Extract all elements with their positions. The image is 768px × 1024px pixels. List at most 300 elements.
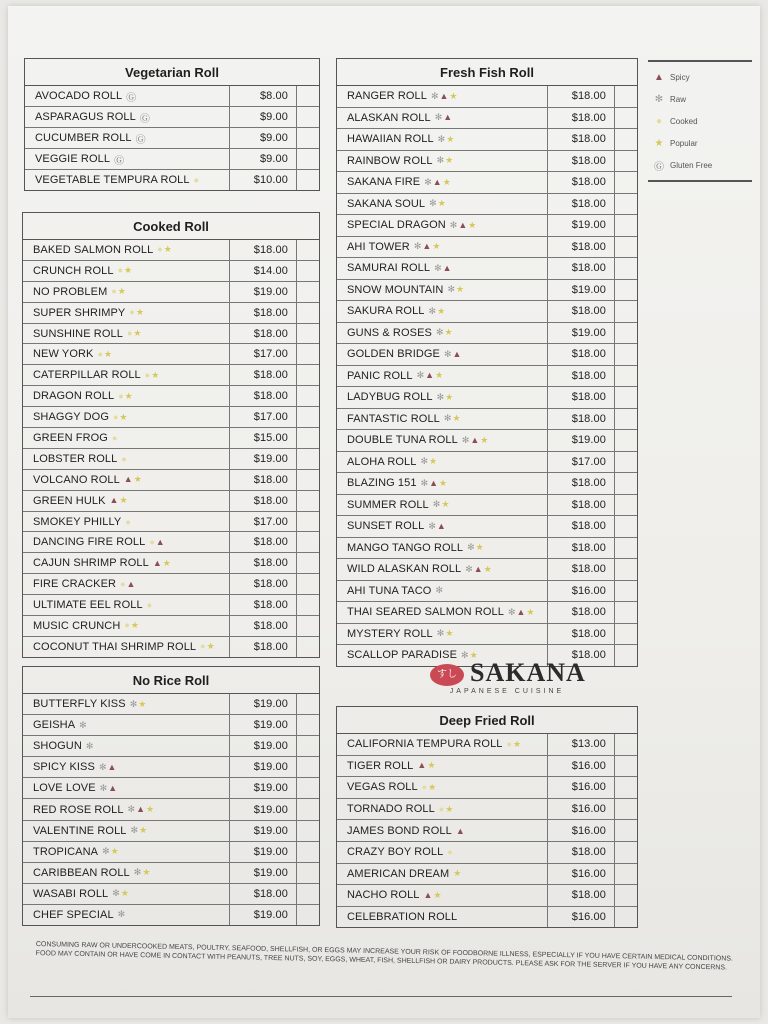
menu-item-icons [507,739,523,750]
menu-item-name [23,324,230,344]
menu-item-icons [130,699,148,710]
menu-item-icons [417,370,445,381]
menu-item-name-text: CHEF SPECIAL [33,908,114,921]
raw-icon: ✻ [654,93,664,105]
vegetarian-roll-section [24,58,320,191]
price-spacer [615,323,637,344]
raw-icon: ✻ [98,761,108,772]
price-spacer [297,905,319,925]
menu-item-icons [421,478,449,489]
cooked-icon: ● [193,175,201,185]
raw-icon: ✻ [102,846,111,857]
spicy-icon: ▲ [473,563,484,574]
menu-item-name [337,194,548,215]
menu-item-icons [145,370,161,381]
menu-item-icons [86,741,95,752]
menu-item-name-text: GREEN HULK [33,494,106,507]
menu-item-icons [134,867,152,878]
menu-item-name-text: SMOKEY PHILLY [33,515,122,528]
menu-item-name [23,616,230,636]
menu-item-name [337,409,548,430]
spicy-icon: ▲ [126,579,137,590]
menu-item-name [337,366,548,387]
raw-icon: ✻ [416,370,426,381]
menu-item-price: $18.00 [230,884,297,904]
price-spacer [615,734,637,755]
menu-item-name-text: CELEBRATION ROLL [347,911,458,924]
menu-item-name [23,905,230,925]
menu-item-icons [113,412,129,423]
cooked-icon: ● [117,265,124,276]
menu-item-price: $18.00 [548,516,615,537]
menu-item-name-text: GREEN FROG [33,431,108,444]
popular-icon: ★ [453,868,463,879]
menu-item-icons [433,499,451,510]
price-spacer [297,86,319,106]
spicy-icon: ▲ [443,112,454,123]
menu-item-icons [124,474,143,485]
raw-icon: ✻ [99,782,109,793]
menu-item-row [23,532,319,553]
menu-item-icons [112,888,130,899]
popular-icon: ★ [120,888,130,899]
price-spacer [615,756,637,777]
price-spacer [615,624,637,645]
menu-item-name-text: SPECIAL DRAGON [347,219,446,232]
menu-item-row [23,574,319,595]
menu-item-name [23,449,230,469]
spicy-icon: ▲ [107,761,118,772]
menu-item-price: $18.00 [230,386,297,406]
menu-item-name-text: PANIC ROLL [347,369,413,382]
price-spacer [297,616,319,636]
spicy-icon: ▲ [429,477,440,488]
menu-item-name-text: DRAGON ROLL [33,390,115,403]
menu-item-name-text: LADYBUG ROLL [347,391,433,404]
popular-icon: ★ [428,781,438,792]
fresh-fish-roll-section [336,58,638,667]
popular-icon: ★ [468,219,478,230]
menu-item-price: $18.00 [548,885,615,906]
popular-icon: ★ [469,649,479,660]
menu-item-row [337,495,637,517]
menu-item-row [337,409,637,431]
price-spacer [297,532,319,552]
raw-icon: ✻ [428,520,437,531]
menu-item-row [23,778,319,799]
menu-item-name-text: RED ROSE ROLL [33,803,124,816]
cooked-icon: ● [149,537,156,548]
menu-item-icons [424,177,452,188]
menu-item-price: $14.00 [230,261,297,281]
menu-item-price: $16.00 [548,864,615,885]
price-spacer [615,366,637,387]
price-spacer [297,149,319,169]
menu-item-name-text: SHOGUN [33,740,82,753]
price-spacer [297,386,319,406]
menu-item-price: $8.00 [230,86,297,106]
menu-item-icons [149,537,165,547]
menu-item-row [337,559,637,581]
raw-icon: ✻ [437,133,447,144]
menu-item-name [23,261,230,281]
menu-item-price: $16.00 [548,777,615,798]
price-spacer [297,128,319,148]
menu-item-row [337,86,637,108]
price-spacer [297,863,319,883]
menu-item-price: $16.00 [548,907,615,928]
menu-item-name [337,452,548,473]
popular-icon: ★ [445,803,455,814]
menu-item-name-text: TROPICANA [33,845,99,858]
menu-item-name-text: DANCING FIRE ROLL [33,536,146,549]
price-spacer [615,473,637,494]
menu-item-icons [444,413,462,424]
raw-icon: ✻ [79,719,88,730]
menu-item-icons [447,284,465,295]
menu-item-row [25,149,319,170]
menu-item-price: $18.00 [230,532,297,552]
raw-icon: ✻ [130,825,140,836]
menu-item-price: $19.00 [230,799,297,819]
menu-item-price: $18.00 [230,470,297,490]
raw-icon: ✻ [461,434,471,445]
price-spacer [297,303,319,323]
menu-item-price: $18.00 [548,129,615,150]
menu-item-icons [429,306,447,317]
price-spacer [297,736,319,756]
cooked-icon: ● [97,348,104,359]
menu-item-name [23,386,230,406]
menu-item-icons [110,495,129,506]
popular-icon: ★ [445,628,455,639]
menu-item-name-text: ASPARAGUS ROLL [35,111,136,123]
price-spacer [615,581,637,602]
menu-item-row [337,602,637,624]
menu-item-price: $18.00 [548,301,615,322]
popular-icon: ★ [437,198,447,209]
cooked-icon: ● [129,307,136,318]
gluten-free-icon: Ⓖ [126,92,138,104]
popular-icon: ★ [138,698,148,709]
menu-item-row [337,430,637,452]
menu-item-icons [128,804,156,815]
menu-item-row [23,365,319,386]
raw-icon: ✻ [428,305,438,316]
menu-item-row [23,449,319,470]
menu-item-row [23,616,319,637]
menu-item-name [23,736,230,756]
menu-item-name [23,595,230,615]
menu-item-icons [98,349,114,360]
menu-item-icons [438,134,456,145]
menu-item-name-text: SPICY KISS [33,761,95,774]
menu-item-name [23,303,230,323]
menu-item-row [337,301,637,323]
price-spacer [297,637,319,657]
price-spacer [615,799,637,820]
menu-item-name-text: SAMURAI ROLL [347,262,431,275]
menu-item-icons [129,307,145,318]
menu-item-row [337,907,637,928]
menu-item-price: $16.00 [548,581,615,602]
popular-icon: ★ [146,804,156,815]
spicy-icon: ▲ [152,557,163,568]
menu-item-row [23,261,319,282]
menu-item-row [23,757,319,778]
popular-icon: ★ [432,241,442,252]
menu-item-icons [435,112,453,123]
menu-item-name [337,301,548,322]
menu-item-price: $19.00 [230,736,297,756]
cooked-icon: ● [144,369,152,380]
popular-icon: ★ [133,474,143,485]
menu-item-name [23,884,230,904]
logo-seal: すし [430,664,464,686]
price-spacer [297,512,319,532]
menu-item-price: $18.00 [230,303,297,323]
raw-icon: ✻ [465,563,474,574]
menu-item-row [337,215,637,237]
menu-item-name [337,387,548,408]
menu-item-row [23,553,319,574]
menu-item-name-text: AVOCADO ROLL [35,90,123,102]
spicy-icon: ▲ [425,370,436,381]
cooked-roll-section [22,212,320,658]
menu-item-name [23,344,230,364]
price-spacer [615,885,637,906]
raw-icon: ✻ [434,112,444,123]
popular-icon: ★ [526,606,536,617]
raw-icon: ✻ [129,698,139,709]
menu-item-icons [125,517,131,527]
popular-icon: ★ [133,328,143,338]
price-spacer [297,470,319,490]
menu-page [8,6,760,1018]
spicy-icon: ▲ [417,760,428,771]
menu-item-price: $19.00 [230,757,297,777]
spicy-icon: ▲ [455,825,466,836]
menu-item-price: $18.00 [548,602,615,623]
raw-icon: ✻ [432,499,442,510]
menu-item-price: $19.00 [230,863,297,883]
menu-item-name [23,694,230,714]
raw-icon: ✻ [435,327,445,338]
menu-item-name [337,280,548,301]
price-spacer [615,194,637,215]
menu-item-row [23,324,319,345]
menu-item-icons [112,433,118,443]
price-spacer [615,215,637,236]
menu-item-name [337,172,548,193]
menu-item-name [23,821,230,841]
price-spacer [615,172,637,193]
spicy-icon: ▲ [458,219,469,230]
menu-item-icons [435,585,444,596]
menu-item-name-text: BLAZING 151 [347,477,417,490]
legend-label: Gluten Free [670,160,713,170]
popular-icon: ★ [110,846,120,857]
menu-item-name-text: TORNADO ROLL [347,803,435,816]
price-spacer [615,777,637,798]
menu-item-row [337,172,637,194]
price-spacer [297,799,319,819]
raw-icon: ✻ [436,155,446,166]
menu-item-name-text: SUPER SHRIMPY [33,306,126,319]
menu-item-icons [424,890,443,901]
legend-label: Raw [670,94,687,104]
menu-item-row [337,864,637,886]
menu-item-name [23,428,230,448]
menu-item-icons [157,244,173,255]
price-spacer [615,820,637,841]
menu-item-name-text: SAKURA ROLL [347,305,425,318]
menu-item-price: $18.00 [548,645,615,666]
menu-item-price: $15.00 [230,428,297,448]
price-spacer [297,407,319,427]
popular-icon: ★ [124,390,134,401]
menu-item-name [25,170,230,190]
raw-icon: ✻ [436,391,446,402]
popular-icon: ★ [445,155,455,166]
menu-item-name-text: MANGO TANGO ROLL [347,541,464,554]
menu-item-price: $18.00 [548,108,615,129]
price-spacer [297,240,319,260]
menu-item-name [23,863,230,883]
menu-item-row [337,366,637,388]
menu-item-icons [450,220,478,231]
price-spacer [615,151,637,172]
menu-item-row [23,386,319,407]
menu-item-row [23,428,319,449]
price-spacer [615,516,637,537]
menu-item-name [337,344,548,365]
menu-item-name-text: NACHO ROLL [347,889,420,902]
popular-icon: ★ [151,369,161,380]
menu-item-name-text: SAKANA SOUL [347,197,426,210]
menu-item-name-text: GUNS & ROSES [347,326,432,339]
menu-item-name [337,820,548,841]
popular-icon: ★ [442,176,452,187]
popular-icon: ★ [483,563,493,574]
popular-icon: ★ [444,327,454,338]
price-spacer [297,261,319,281]
menu-item-icons [79,720,88,731]
menu-item-row [337,258,637,280]
menu-item-icons [467,542,485,553]
menu-item-icons [131,825,149,836]
popular-icon: ★ [163,244,173,255]
menu-item-icons [422,782,438,793]
cooked-icon: ● [146,600,154,611]
menu-item-row [23,282,319,303]
legend-label: Cooked [670,116,698,126]
menu-item-price: $10.00 [230,170,297,190]
menu-item-price: $19.00 [230,821,297,841]
menu-item-price: $19.00 [230,694,297,714]
menu-item-icons [118,909,127,920]
menu-item-row [337,581,637,603]
cooked-icon: ● [112,411,120,422]
menu-item-row [337,538,637,560]
price-spacer [297,574,319,594]
menu-item-price: $18.00 [230,553,297,573]
price-spacer [297,715,319,735]
menu-item-price: $18.00 [230,574,297,594]
menu-item-row [23,637,319,657]
legend-item-spicy [648,66,752,88]
menu-item-icons [434,263,452,274]
popular-icon: ★ [445,391,455,402]
menu-item-name-text: SUNSET ROLL [347,520,425,533]
price-spacer [297,491,319,511]
menu-item-row [23,240,319,261]
menu-item-name [23,553,230,573]
menu-item-row [337,820,637,842]
raw-icon: ✻ [424,176,433,187]
menu-item-name [23,532,230,552]
spicy-icon: ▲ [136,804,147,815]
price-spacer [615,237,637,258]
menu-item-name-text: NEW YORK [33,348,94,361]
menu-item-icons [147,600,153,610]
price-spacer [297,595,319,615]
cooked-icon: ● [111,286,118,297]
menu-item-icons [126,89,137,104]
menu-item-name-text: SCALLOP PARADISE [347,649,458,662]
menu-item-name-text: LOBSTER ROLL [33,452,118,465]
menu-item-row [337,194,637,216]
menu-item-name [337,602,548,623]
menu-item-price: $18.00 [230,616,297,636]
price-spacer [615,301,637,322]
menu-item-price: $19.00 [548,430,615,451]
popular-icon: ★ [512,738,523,749]
menu-item-name [23,240,230,260]
cooked-icon: ● [121,453,128,464]
menu-item-row [337,777,637,799]
price-spacer [297,757,319,777]
menu-item-row [337,452,637,474]
menu-item-row [23,821,319,842]
allergy-disclaimer: CONSUMING RAW OR UNDERCOOKED MEATS, POULTRY, SEAFOOD, SHELLFISH, OR EGGS MAY INCREASE YOUR RISK OF FOODBORNE ILLNESS, ESPECIALLY IF YOU HAVE CERTAIN MEDICAL CONDITIONS. FOOD MAY CONTAIN OR HAVE COME IN CONTACT WITH PEANUTS, TREE NUTS, SOY, EGGS, WHEAT, FISH, SHELLFISH OR DAIRY PRODUCTS. PLEASE ASK FOR THE SERVER IF YOU HAVE ANY CONCERNS. [35,940,733,972]
menu-item-row [337,344,637,366]
spicy-icon: ▲ [452,348,463,359]
menu-item-name [337,734,548,755]
popular-icon: ★ [130,620,140,631]
raw-icon: ✻ [413,241,423,252]
menu-item-name-text: JAMES BOND ROLL [347,824,452,837]
menu-item-price: $19.00 [230,715,297,735]
menu-item-price: $18.00 [548,559,615,580]
price-spacer [297,107,319,127]
popular-icon: ★ [441,499,451,510]
footer-divider [30,996,732,997]
raw-icon: ✻ [436,628,446,639]
menu-item-name [25,107,230,127]
menu-item-name-text: ULTIMATE EEL ROLL [33,599,143,612]
raw-icon: ✻ [443,413,453,424]
menu-item-row [23,842,319,863]
menu-item-name [23,757,230,777]
raw-icon: ✻ [133,867,143,878]
price-spacer [615,108,637,129]
menu-item-row [23,595,319,616]
cooked-icon: ● [438,803,446,814]
menu-item-icons [118,265,134,276]
sakana-logo [430,658,586,700]
menu-item-price: $18.00 [230,365,297,385]
